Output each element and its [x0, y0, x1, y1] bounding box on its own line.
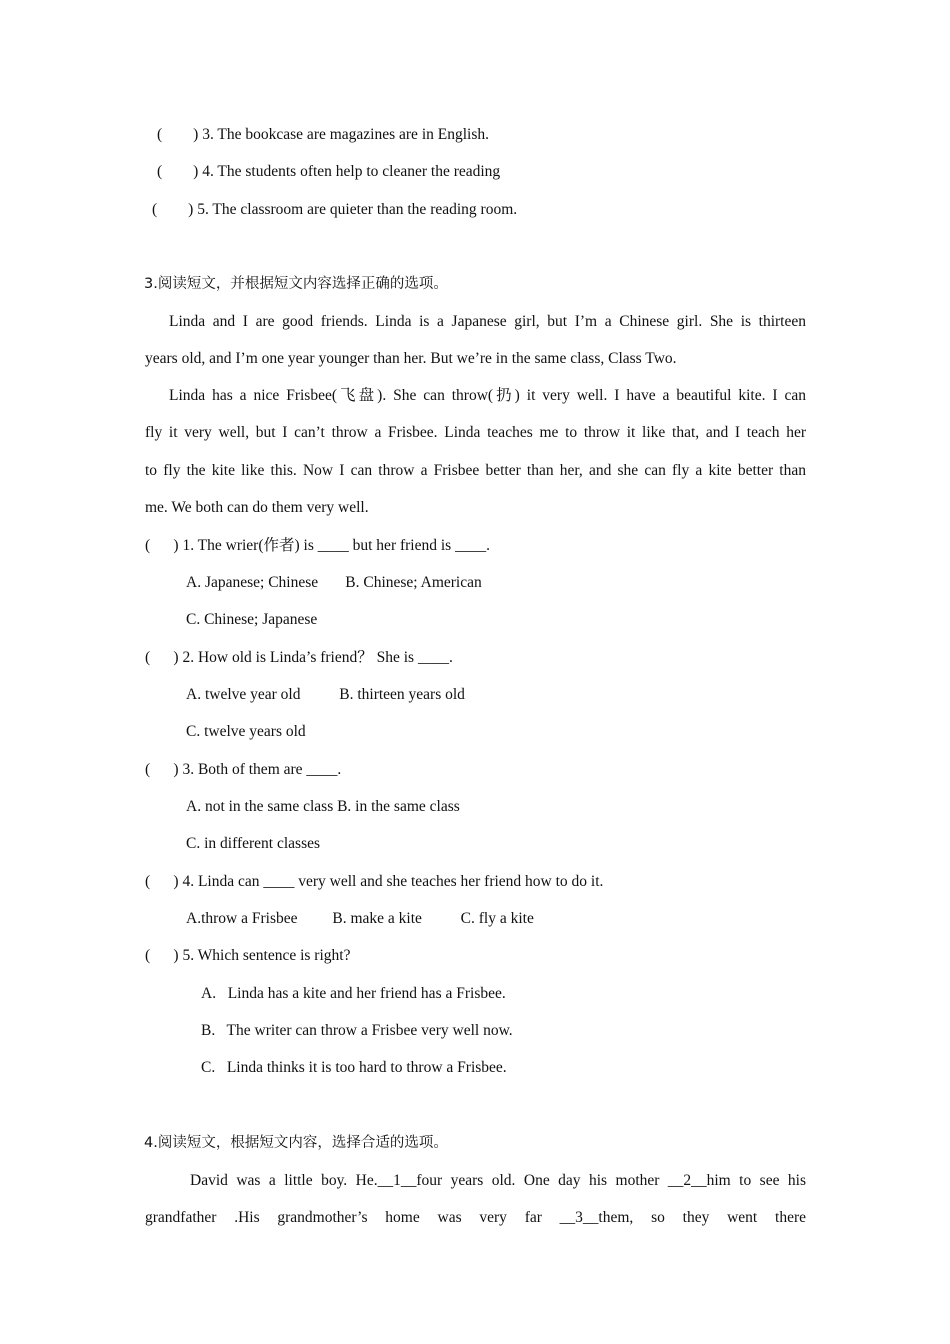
- question-4-true-false: ( ) 4. The students often help to cleaner the reading: [157, 163, 501, 180]
- question-1-stem: ( ) 1. The wrier(作者) is ____ but her friend is ____.: [145, 537, 490, 554]
- question-2-options-a-b: A. twelve year old B. thirteen years old: [186, 686, 465, 703]
- passage-3-line-2: years old, and I’m one year younger than her. But we’re in the same class, Class Two.: [145, 350, 677, 367]
- question-4-stem: ( ) 4. Linda can ____ very well and she teaches her friend how to do it.: [145, 873, 604, 890]
- question-3-options-a-b: A. not in the same class B. in the same class: [186, 798, 460, 815]
- section-4-heading: 4.阅读短文，根据短文内容，选择合适的选项。: [144, 1135, 448, 1151]
- question-3-true-false: ( ) 3. The bookcase are magazines are in English.: [157, 126, 489, 143]
- section-3-heading: 3.阅读短文，并根据短文内容选择正确的选项。: [144, 276, 448, 292]
- passage-3-line-6: me. We both can do them very well.: [145, 499, 369, 516]
- passage-3-line-4: fly it very well, but I can’t throw a Frisbee. Linda teaches me to throw it like that, and I teach her: [145, 424, 806, 441]
- question-1-options-a-b: A. Japanese; Chinese B. Chinese; American: [186, 574, 482, 591]
- question-3-stem: ( ) 3. Both of them are ____.: [145, 761, 342, 778]
- question-1-option-c: C. Chinese; Japanese: [186, 611, 318, 628]
- question-4-options: A.throw a Frisbee B. make a kite C. fly a kite: [186, 910, 534, 927]
- question-5-stem: ( ) 5. Which sentence is right?: [145, 947, 351, 964]
- passage-4-line-1: David was a little boy. He.__1__four years old. One day his mother __2__him to see his: [190, 1172, 806, 1189]
- passage-3-line-5: to fly the kite like this. Now I can throw a Frisbee better than her, and she can fly a kite better than: [145, 462, 806, 479]
- question-5-option-c: C. Linda thinks it is too hard to throw a Frisbee.: [201, 1059, 507, 1076]
- passage-3-line-1: Linda and I are good friends. Linda is a Japanese girl, but I’m a Chinese girl. She is thirteen: [169, 313, 806, 330]
- question-5-option-a: A. Linda has a kite and her friend has a Frisbee.: [201, 985, 506, 1002]
- question-2-option-c: C. twelve years old: [186, 723, 306, 740]
- question-2-stem: ( ) 2. How old is Linda’s friend？ She is ____.: [145, 649, 453, 666]
- question-5-true-false: ( ) 5. The classroom are quieter than the reading room.: [152, 201, 518, 218]
- passage-3-line-3: Linda has a nice Frisbee(飞盘). She can throw(扔) it very well. I have a beautiful kite. I can: [169, 387, 806, 404]
- question-5-option-b: B. The writer can throw a Frisbee very well now.: [201, 1022, 513, 1039]
- passage-4-line-2: grandfather .His grandmother’s home was very far __3__them, so they went there: [145, 1209, 806, 1226]
- question-3-option-c: C. in different classes: [186, 835, 321, 852]
